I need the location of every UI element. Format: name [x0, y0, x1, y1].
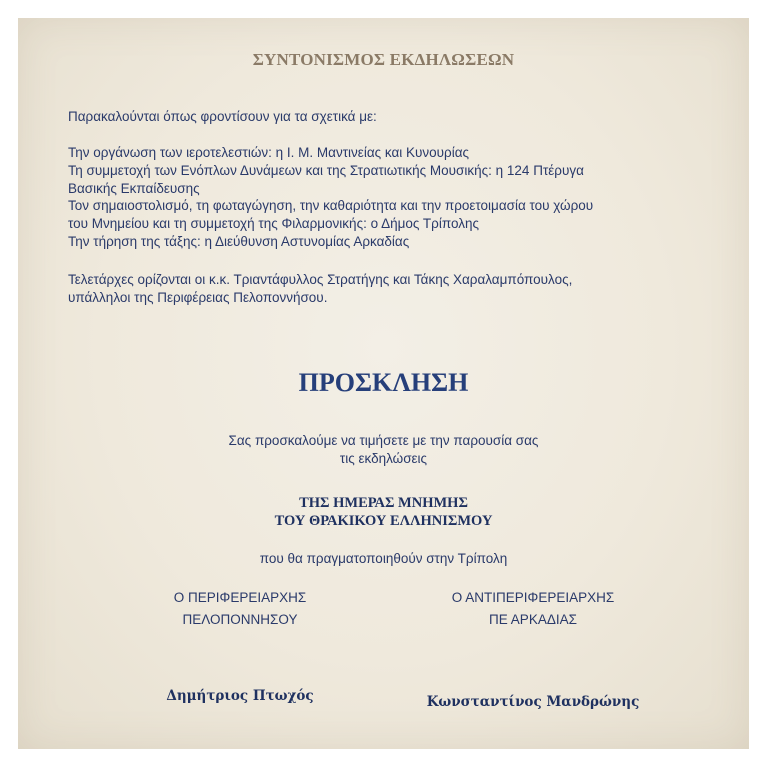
task-line: Βασικής Εκπαίδευσης	[68, 180, 200, 196]
role-line: ΠΕ ΑΡΚΑΔΙΑΣ	[489, 612, 577, 627]
ceremony-line: Τελετάρχες ορίζονται οι κ.κ. Τριαντάφυλλος Στρατήγης και Τάκης Χαραλαμπόπουλος,	[68, 272, 573, 287]
ceremony-masters	[68, 271, 718, 307]
task-line: Την τήρηση της τάξης: η Διεύθυνση Αστυνομίας Αρκαδίας	[68, 233, 410, 249]
role-line: Ο ΑΝΤΙΠΕΡΙΦΕΡΕΙΑΡΧΗΣ	[451, 590, 615, 605]
coordination-intro: Παρακαλούνται όπως φροντίσουν για τα σχετικά με:	[68, 109, 377, 124]
invitation-text	[18, 432, 749, 468]
task-line: Την οργάνωση των ιεροτελεστιών: η Ι. Μ. Μαντινείας και Κυνουρίας	[68, 145, 470, 160]
event-name-line: ΤΟΥ ΘΡΑΚΙΚΟΥ ΕΛΛΗΝΙΣΜΟΥ	[274, 513, 493, 529]
coordination-title: ΣΥΝΤΟΝΙΣΜΟΣ ΕΚΔΗΛΩΣΕΩΝ	[252, 50, 515, 69]
signatory-left-name: Δημήτριος Πτωχός	[166, 688, 314, 704]
event-place: που θα πραγματοποιηθούν στην Τρίπολη	[259, 551, 508, 566]
signatory-right-role	[415, 587, 651, 631]
event-name-line: ΤΗΣ ΗΜΕΡΑΣ ΜΝΗΜΗΣ	[299, 495, 468, 511]
signatory-right-name: Κωνσταντίνος Μανδρώνης	[426, 694, 640, 710]
invitation-title: ΠΡΟΣΚΛΗΣΗ	[298, 368, 469, 397]
event-name	[18, 494, 749, 530]
invitation-text-line: τις εκδηλώσεις	[339, 451, 428, 466]
task-line: του Μνημείου και τη συμμετοχή της Φιλαρμονικής: ο Δήμος Τρίπολης	[68, 216, 479, 232]
task-line: Τον σημαιοστολισμό, τη φωταγώγηση, την καθαριότητα και την προετοιμασία του χώρου	[68, 198, 594, 214]
task-line: Τη συμμετοχή των Ενόπλων Δυνάμεων και της Στρατιωτικής Μουσικής: η 124 Πτέρυγα	[68, 162, 584, 178]
role-line: Ο ΠΕΡΙΦΕΡΕΙΑΡΧΗΣ	[173, 590, 307, 605]
ceremony-line: υπάλληλοι της Περιφέρειας Πελοποννήσου.	[68, 290, 328, 305]
role-line: ΠΕΛΟΠΟΝΝΗΣΟΥ	[182, 612, 298, 627]
coordination-task-list	[68, 144, 718, 251]
invitation-page	[18, 18, 749, 749]
signatory-left-role	[130, 587, 350, 631]
invitation-text-line: Σας προσκαλούμε να τιμήσετε με την παρουσία σας	[228, 433, 539, 448]
